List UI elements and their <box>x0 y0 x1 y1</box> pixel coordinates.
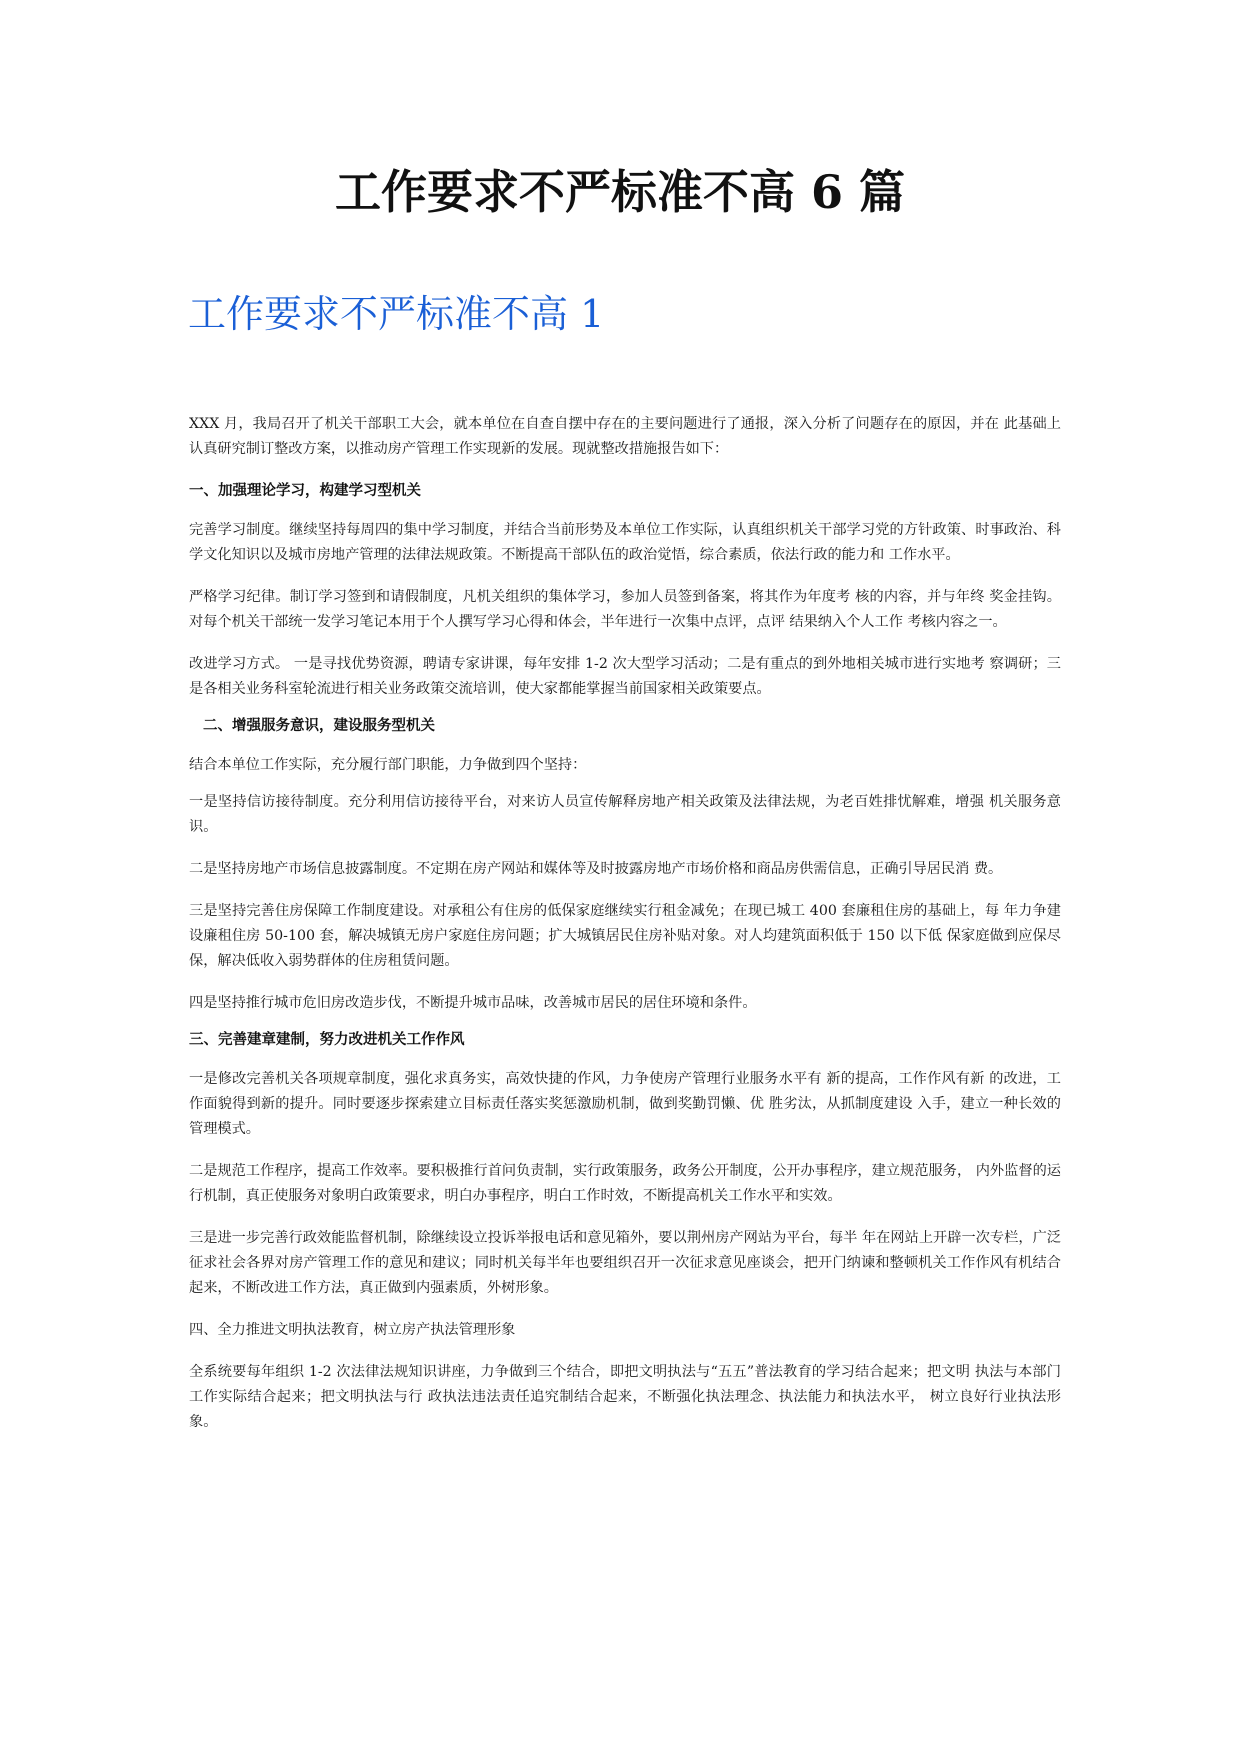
paragraph: 严格学习纪律。制订学习签到和请假制度，凡机关组织的集体学习，参加人员签到备案，将其作为年度考 核的内容，并与年终 奖金挂钩。对每个机关干部统一发学习笔记本用于个人撰写学习心得和体会，半年进行一次集中点评，点评 结果纳入个人工作 考核内容之一。 <box>189 589 1061 630</box>
heading-3: 三、完善建章建制，努力改进机关工作作风 <box>189 1032 465 1048</box>
document-body <box>189 412 1061 1452</box>
section-title: 工作要求不严标准不高 1 <box>188 292 605 336</box>
intro-paragraph: XXX 月，我局召开了机关干部职工大会，就本单位在自查自摆中存在的主要问题进行了通报，深入分析了问题存在的原因，并在 此基础上认真研究制订整改方案，以推动房产管理工作实现新的发展。现就整改措施报告如下： <box>189 416 1061 457</box>
paragraph: 完善学习制度。继续坚持每周四的集中学习制度，并结合当前形势及本单位工作实际，认真组织机关干部学习党的方针政策、时事政治、科学文化知识以及城市房地产管理的法律法规政策。不断提高干部队伍的政治觉悟，综合素质，依法行政的能力和 工作水平。 <box>189 522 1061 563</box>
paragraph: 二是坚持房地产市场信息披露制度。不定期在房产网站和媒体等及时披露房地产市场价格和商品房供需信息，正确引导居民消 费。 <box>189 861 1003 877</box>
paragraph: 四是坚持推行城市危旧房改造步伐，不断提升城市品味，改善城市居民的居住环境和条件。 <box>189 995 757 1011</box>
heading-1: 一、加强理论学习，构建学习型机关 <box>189 483 421 499</box>
paragraph: 一是修改完善机关各项规章制度，强化求真务实，高效快捷的作风，力争使房产管理行业服务水平有 新的提高，工作作风有新 的改进，工作面貌得到新的提升。同时要逐步探索建立目标责任落实奖惩激励机制，做到奖勤罚懒、优 胜劣汰，从抓制度建设 入手，建立一种长效的管理模式。 <box>189 1071 1061 1137</box>
heading-4: 四、全力推进文明执法教育，树立房产执法管理形象 <box>189 1322 516 1338</box>
paragraph: 改进学习方式。 一是寻找优势资源，聘请专家讲课，每年安排 1-2 次大型学习活动；二是有重点的到外地相关城市进行实地考 察调研；三是各相关业务科室轮流进行相关业务政策交流培训，使大家都能掌握当前国家相关政策要点。 <box>189 656 1061 697</box>
heading-2: 二、增强服务意识，建设服务型机关 <box>203 718 435 734</box>
paragraph: 全系统要每年组织 1-2 次法律法规知识讲座，力争做到三个结合，即把文明执法与“五五”普法教育的学习结合起来；把文明 执法与本部门工作实际结合起来；把文明执法与行 政执法违法责任追究制结合起来，不断强化执法理念、执法能力和执法水平， 树立良好行业执法形象。 <box>189 1364 1061 1430</box>
paragraph: 结合本单位工作实际，充分履行部门职能，力争做到四个坚持： <box>189 757 587 773</box>
paragraph: 二是规范工作程序，提高工作效率。要积极推行首问负责制，实行政策服务，政务公开制度，公开办事程序，建立规范服务， 内外监督的运行机制，真正使服务对象明白政策要求，明白办事程序，明白工作时效，不断提高机关工作水平和实效。 <box>189 1163 1061 1204</box>
paragraph: 一是坚持信访接待制度。充分利用信访接待平台，对来访人员宣传解释房地产相关政策及法律法规，为老百姓排忧解难，增强 机关服务意识。 <box>189 794 1061 835</box>
paragraph: 三是坚持完善住房保障工作制度建设。对承租公有住房的低保家庭继续实行租金减免；在现已城工 400 套廉租住房的基础上，每 年力争建设廉租住房 50-100 套，解决城镇无房户家庭住房问题；扩大城镇居民住房补贴对象。对人均建筑面积低于 150 以下低 保家庭做到应保尽保，解决低收入弱势群体的住房租赁问题。 <box>189 903 1061 969</box>
paragraph: 三是进一步完善行政效能监督机制，除继续设立投诉举报电话和意见箱外，要以荆州房产网站为平台，每半 年在网站上开辟一次专栏，广泛征求社会各界对房产管理工作的意见和建议；同时机关每半年也要组织召开一次征求意见座谈会，把开门纳谏和整顿机关工作作风有机结合起来，不断改进工作方法，真正做到内强素质，外树形象。 <box>189 1230 1061 1296</box>
document-title: 工作要求不严标准不高 6 篇 <box>334 165 906 219</box>
